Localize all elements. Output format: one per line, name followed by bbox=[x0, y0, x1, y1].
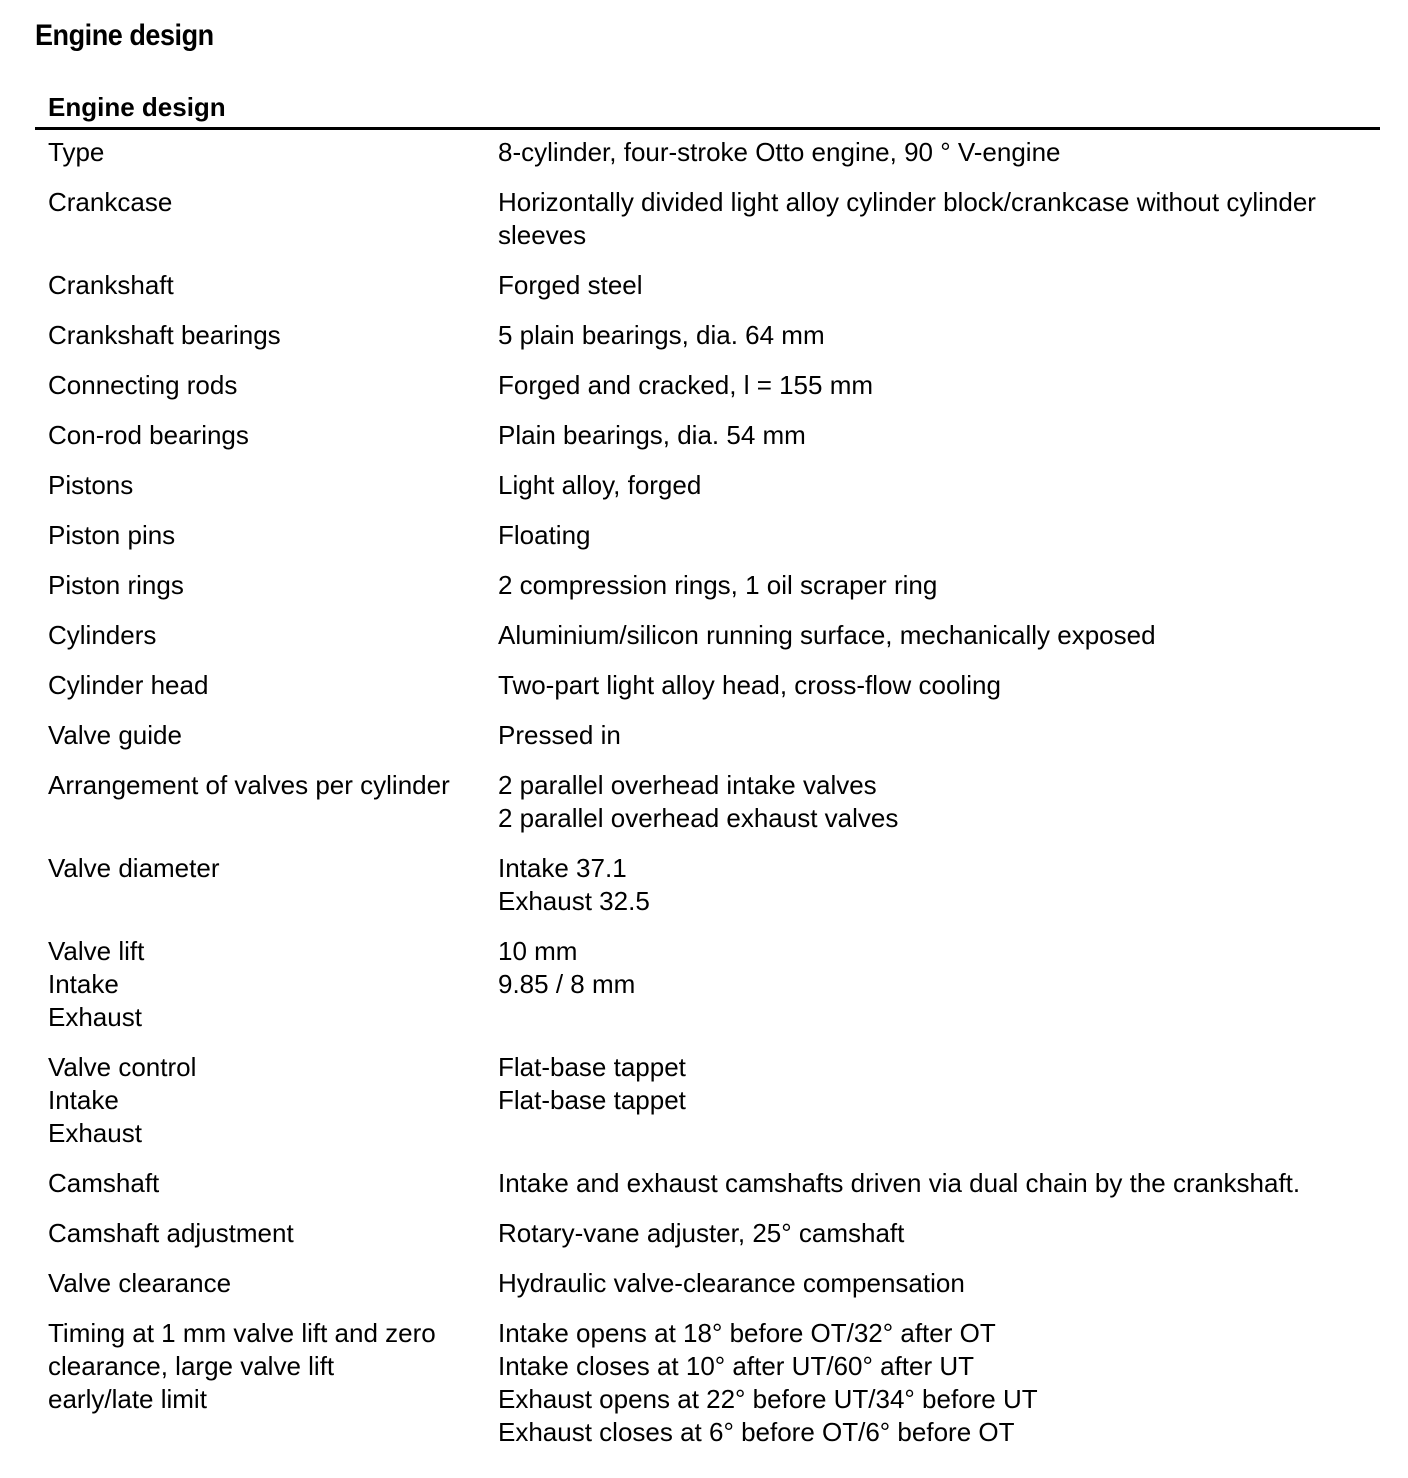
row-label: Cylinders bbox=[48, 620, 157, 650]
table-row bbox=[0, 469, 1408, 502]
row-value: Plain bearings, dia. 54 mm bbox=[498, 420, 806, 450]
table-row bbox=[0, 769, 1408, 835]
row-label: Crankcase bbox=[48, 187, 173, 217]
row-label: Valve lift Intake Exhaust bbox=[48, 936, 145, 1032]
row-label: Con-rod bearings bbox=[48, 420, 249, 450]
row-value: Rotary-vane adjuster, 25° camshaft bbox=[498, 1218, 905, 1248]
table-row bbox=[0, 569, 1408, 602]
table-heading: Engine design bbox=[48, 92, 226, 122]
row-value: Aluminium/silicon running surface, mechanically exposed bbox=[498, 620, 1156, 650]
page-title: Engine design bbox=[35, 19, 214, 52]
table-row bbox=[0, 1167, 1408, 1200]
table-row bbox=[0, 719, 1408, 752]
row-label: Piston pins bbox=[48, 520, 176, 550]
row-value: Intake opens at 18° before OT/32° after OT Intake closes at 10° after UT/60° after UT Exhaust opens at 22° before UT/34° before UT Exhaust closes at 6° before OT/6° before OT bbox=[498, 1318, 1038, 1447]
table-row bbox=[0, 669, 1408, 702]
table-row bbox=[0, 1217, 1408, 1250]
row-value: Light alloy, forged bbox=[498, 470, 702, 500]
table-row bbox=[0, 1051, 1408, 1150]
row-label: Valve control Intake Exhaust bbox=[48, 1052, 197, 1148]
table-row bbox=[0, 136, 1408, 169]
row-label: Camshaft bbox=[48, 1168, 160, 1198]
row-value: Flat-base tappet Flat-base tappet bbox=[498, 1052, 686, 1115]
table-row bbox=[0, 369, 1408, 402]
row-label: Pistons bbox=[48, 470, 134, 500]
row-value: 5 plain bearings, dia. 64 mm bbox=[498, 320, 825, 350]
row-label: Valve guide bbox=[48, 720, 182, 750]
row-value: Forged steel bbox=[498, 270, 643, 300]
row-value: Pressed in bbox=[498, 720, 621, 750]
row-value: 8-cylinder, four-stroke Otto engine, 90 ° V-engine bbox=[498, 137, 1061, 167]
table-row bbox=[0, 269, 1408, 302]
row-value: Floating bbox=[498, 520, 591, 550]
table-row bbox=[0, 852, 1408, 918]
row-value: 10 mm 9.85 / 8 mm bbox=[498, 936, 636, 999]
row-value: Two-part light alloy head, cross-flow cooling bbox=[498, 670, 1001, 700]
row-label: Arrangement of valves per cylinder bbox=[48, 770, 450, 800]
table-row bbox=[0, 1317, 1408, 1449]
row-value: Forged and cracked, l = 155 mm bbox=[498, 370, 874, 400]
table-row bbox=[0, 519, 1408, 552]
table-row bbox=[0, 319, 1408, 352]
row-label: Crankshaft bbox=[48, 270, 174, 300]
table-row bbox=[0, 419, 1408, 452]
row-value: 2 compression rings, 1 oil scraper ring bbox=[498, 570, 938, 600]
row-value: Intake 37.1 Exhaust 32.5 bbox=[498, 853, 650, 916]
table-row bbox=[0, 935, 1408, 1034]
heading-divider bbox=[35, 127, 1380, 130]
row-label: Valve clearance bbox=[48, 1268, 232, 1298]
table-row bbox=[0, 1267, 1408, 1300]
row-value: Hydraulic valve-clearance compensation bbox=[498, 1268, 965, 1298]
row-label: Crankshaft bearings bbox=[48, 320, 281, 350]
table-row bbox=[0, 186, 1408, 252]
row-label: Piston rings bbox=[48, 570, 184, 600]
row-value: Horizontally divided light alloy cylinder block/crankcase without cylinder sleeves bbox=[498, 187, 1316, 250]
row-value: Intake and exhaust camshafts driven via dual chain by the crankshaft. bbox=[498, 1168, 1301, 1198]
table-row bbox=[0, 619, 1408, 652]
row-label: Type bbox=[48, 137, 105, 167]
row-label: Camshaft adjustment bbox=[48, 1218, 294, 1248]
spec-table bbox=[0, 136, 1408, 1466]
row-label: Cylinder head bbox=[48, 670, 209, 700]
row-label: Valve diameter bbox=[48, 853, 220, 883]
row-label: Timing at 1 mm valve lift and zero clearance, large valve lift early/late limit bbox=[48, 1318, 436, 1414]
row-value: 2 parallel overhead intake valves 2 parallel overhead exhaust valves bbox=[498, 770, 899, 833]
row-label: Connecting rods bbox=[48, 370, 238, 400]
